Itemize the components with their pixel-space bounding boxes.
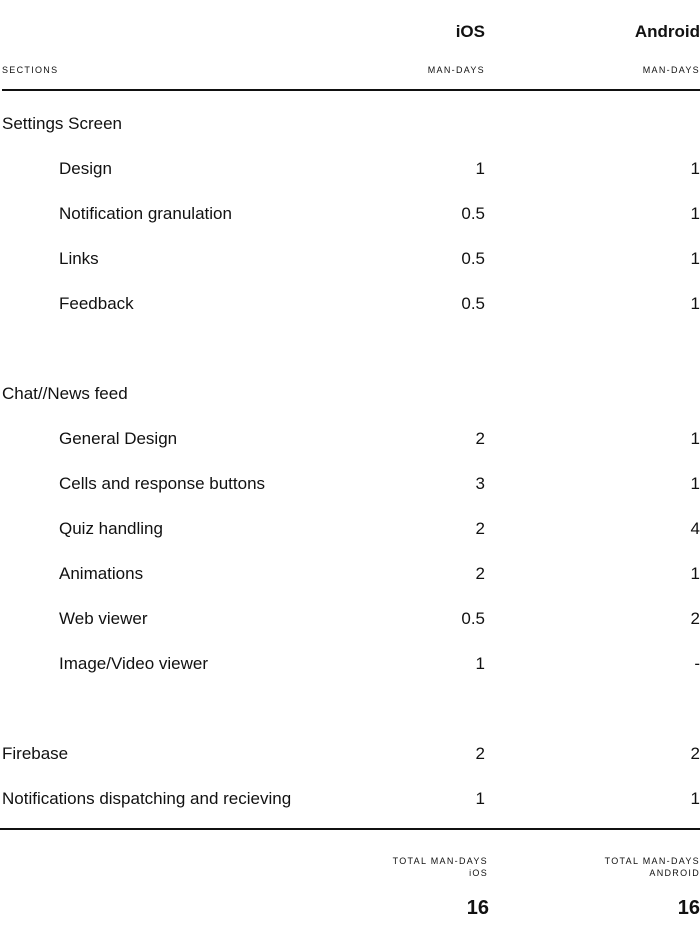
ios-column-title: iOS [455, 22, 485, 41]
android-total-caption-line2: ANDROID [649, 868, 700, 878]
task-label: Firebase [2, 744, 69, 763]
ios-total-caption [393, 855, 488, 879]
ios-man-days: 2 [475, 519, 485, 538]
ios-unit-header: MAN-DAYS [427, 65, 485, 75]
table-row [0, 293, 700, 315]
table-row [0, 653, 700, 675]
ios-man-days: 2 [475, 429, 485, 448]
android-man-days: 1 [690, 474, 700, 493]
task-label: Notifications dispatching and recieving [2, 789, 292, 808]
section-heading-chat-news-feed [0, 383, 700, 405]
android-man-days: 1 [690, 294, 700, 313]
task-label: Feedback [59, 294, 134, 313]
section-heading-settings [0, 113, 700, 135]
ios-man-days: 2 [475, 564, 485, 583]
android-unit-header: MAN-DAYS [642, 65, 700, 75]
totals-divider [0, 828, 700, 830]
task-label: Animations [59, 564, 144, 583]
android-man-days: 4 [690, 519, 700, 538]
ios-total-caption-line2: iOS [469, 868, 488, 878]
ios-total-value: 16 [466, 897, 489, 919]
table-row [0, 563, 700, 585]
ios-man-days: 0.5 [461, 294, 485, 313]
header-divider [2, 89, 700, 91]
table-row [0, 743, 700, 765]
ios-man-days: 0.5 [461, 204, 485, 223]
task-label: Quiz handling [59, 519, 163, 538]
table-row [0, 158, 700, 180]
table-row [0, 248, 700, 270]
ios-man-days: 1 [475, 159, 485, 178]
ios-man-days: 3 [475, 474, 485, 493]
table-row [0, 473, 700, 495]
task-label: Notification granulation [59, 204, 232, 223]
android-total-caption [605, 855, 700, 879]
android-man-days: 1 [690, 564, 700, 583]
section-title: Settings Screen [2, 114, 123, 133]
task-label: General Design [59, 429, 178, 448]
android-man-days: 2 [690, 744, 700, 763]
android-column-title: Android [634, 22, 700, 41]
android-man-days: 1 [690, 789, 700, 808]
android-man-days: - [694, 654, 700, 673]
ios-man-days: 0.5 [461, 609, 485, 628]
task-label: Web viewer [59, 609, 148, 628]
ios-man-days: 2 [475, 744, 485, 763]
android-total-caption-line1: TOTAL MAN-DAYS [604, 856, 700, 866]
task-label: Design [59, 159, 112, 178]
sections-column-header: SECTIONS [2, 65, 59, 75]
ios-total-caption-line1: TOTAL MAN-DAYS [392, 856, 488, 866]
android-man-days: 1 [690, 429, 700, 448]
android-man-days: 2 [690, 609, 700, 628]
section-title: Chat//News feed [2, 384, 128, 403]
ios-man-days: 1 [475, 789, 485, 808]
task-label: Links [59, 249, 99, 268]
android-man-days: 1 [690, 159, 700, 178]
table-row [0, 518, 700, 540]
table-row [0, 428, 700, 450]
ios-man-days: 1 [475, 654, 485, 673]
task-label: Cells and response buttons [59, 474, 266, 493]
table-row [0, 608, 700, 630]
table-row [0, 203, 700, 225]
android-man-days: 1 [690, 204, 700, 223]
task-label: Image/Video viewer [59, 654, 208, 673]
android-total-value: 16 [677, 897, 700, 919]
table-row [0, 788, 700, 810]
android-man-days: 1 [690, 249, 700, 268]
ios-man-days: 0.5 [461, 249, 485, 268]
